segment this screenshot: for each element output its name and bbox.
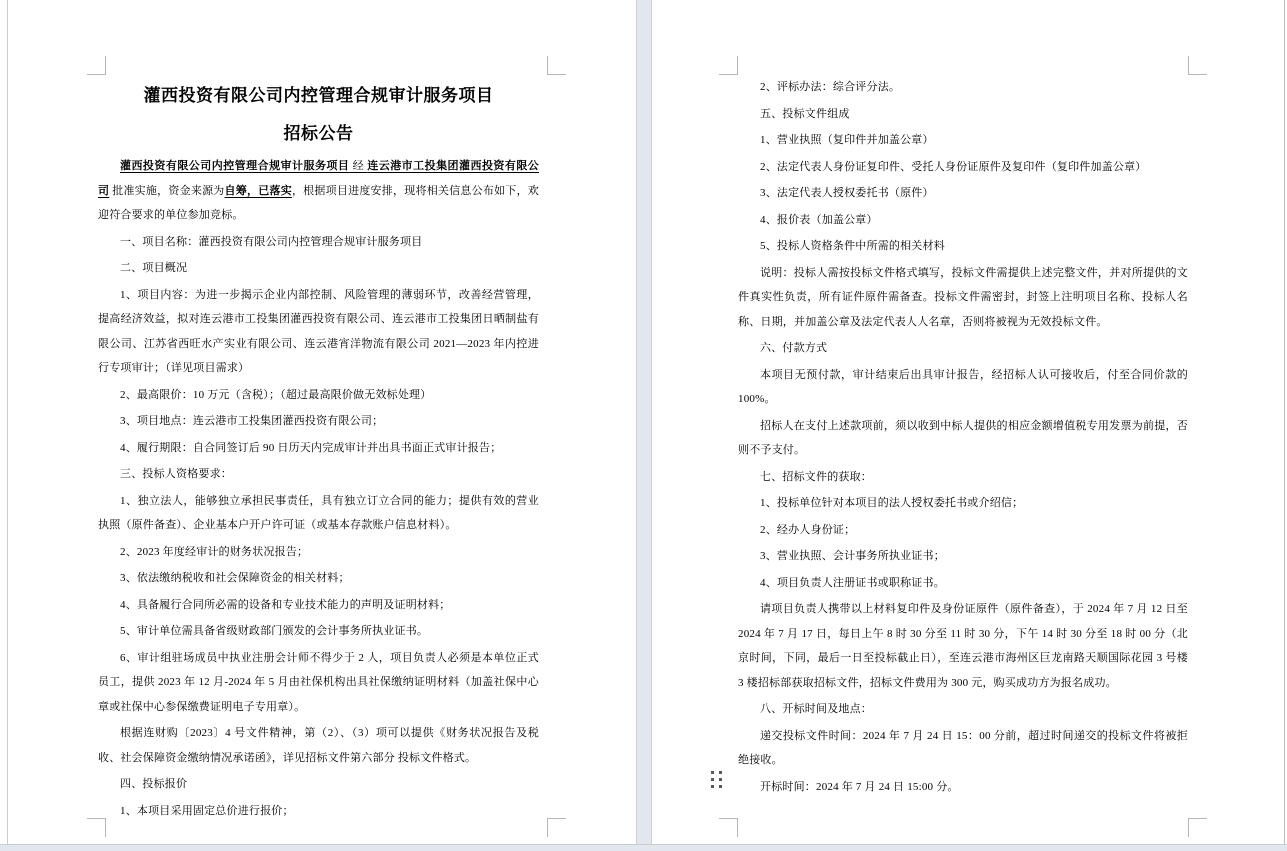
text-run: 6、审计组驻场成员中执业注册会计师不得少于 2 人，项目负责人必须是本单位正式员工，提供 2023 年 12 月-2024 年 5 月由社保机构出具社保缴纳证明材料（加盖社保中心章或社保中心参保缴费证明电子专用章）。 [98,651,539,713]
paragraph[interactable] [98,256,539,281]
crop-mark-bottom-right [1188,818,1207,837]
paragraph[interactable] [98,772,539,797]
text-run: 二、项目概况 [120,262,188,274]
window-edge-line-right [1284,0,1285,845]
paragraph[interactable] [738,597,1188,695]
page-2-content[interactable] [738,75,1188,799]
page-1-content[interactable] [98,75,539,823]
text-run: 六、付款方式 [760,342,828,354]
text-run: 本项目无预付款，审计结束后出具审计报告，经招标人认可接收后，付至合同价款的 100%。 [738,368,1188,405]
paragraph[interactable] [738,491,1188,516]
text-run: 1、项目内容：为进一步揭示企业内部控制、风险管理的薄弱环节，改善经营管理，提高经济效益，拟对连云港市工投集团灌西投资有限公司、连云港市工投集团日晒制盐有限公司、江苏省西旺水产实业有限公司、连云港宵洋物流有限公司 2021—2023 年内控进行专项审计；（详见项目需求） [98,288,539,374]
paragraph[interactable] [98,593,539,618]
text-run: 五、投标文件组成 [760,107,850,120]
text-run: 5、审计单位需具备省级财政部门颁发的会计事务所执业证书。 [120,625,429,637]
paragraph[interactable] [98,436,539,461]
canvas-bottom-strip [0,844,1287,851]
text-run: 说明：投标人需按投标文件格式填写，投标文件需提供上述完整文件，并对所提供的文件真实性负责，所有证件原件需备查。投标文件需密封，封签上注明项目名称、投标人名称、日期，并加盖公章及法定代表人人名章，否则将被视为无效投标文件。 [738,266,1188,328]
text-run: 四、投标报价 [120,778,188,790]
paragraph[interactable] [98,540,539,565]
doc-title-line-2[interactable] [98,121,539,147]
paragraph[interactable] [738,414,1188,463]
paragraph[interactable] [738,208,1188,233]
doc-title-line-1[interactable] [98,83,539,109]
text-run: 4、项目负责人注册证书或职称证书。 [760,576,945,589]
text-run: 七、招标文件的获取： [760,470,872,483]
paragraph[interactable] [98,283,539,381]
text-run: ，根据项目进度安排，现将相关信息公布如下，欢迎符合要求的单位参加竞标。 [98,184,540,221]
text-run: 2、经办人身份证； [760,523,856,536]
paragraph[interactable] [98,462,539,487]
paragraph[interactable] [738,465,1188,490]
crop-mark-bottom-left [719,818,738,837]
text-run: 三、投标人资格要求： [120,468,232,480]
paragraph[interactable] [738,75,1188,100]
paragraph[interactable] [738,181,1188,206]
text-run: 3、依法缴纳税收和社会保障资金的相关材料； [120,572,350,584]
paragraph[interactable] [738,234,1188,259]
crop-mark-top-left [719,56,738,75]
text-run: 1、营业执照（复印件并加盖公章） [760,134,934,146]
paragraph[interactable] [98,383,539,408]
paragraph-drag-handle-icon[interactable] [711,771,723,789]
text-run: 根据连财购〔2023〕4 号文件精神，第（2）、（3）项可以提供《财务状况报告及税收、社会保障资金缴纳情况承诺函》，详见招标文件第六部分 投标文件格式。 [98,727,539,764]
paragraph[interactable] [98,489,539,538]
text-run: 灌西投资有限公司内控管理合规审计服务项目 [120,160,350,172]
text-run: 1、本项目采用固定总价进行报价； [120,804,294,817]
text-run: 5、投标人资格条件中所需的相关材料 [760,240,945,252]
crop-mark-top-left [87,56,106,75]
crop-mark-top-right [1188,56,1207,75]
crop-mark-top-right [547,56,566,75]
text-run: 4、履行期限：自合同签订后 90 日历天内完成审计并出具书面正式审计报告； [120,441,502,454]
text-run: 2、法定代表人身份证复印件、受托人身份证原件及复印件（复印件加盖公章） [760,160,1147,173]
text-run: 一、项目名称：灌西投资有限公司内控管理合规审计服务项目 [120,235,423,248]
page-1[interactable] [8,0,636,845]
page-2[interactable] [652,0,1284,845]
text-run: 2、2023 年度经审计的财务状况报告； [120,545,309,558]
text-run: 4、报价表（加盖公章） [760,213,878,226]
text-run: 递交投标文件时间：2024 年 7 月 24 日 15：00 分前，超过时间递交的投标文件将被拒绝接收。 [738,729,1188,766]
text-run: 3、法定代表人授权委托书（原件） [760,187,934,199]
text-run: 八、开标时间及地点： [760,703,872,715]
text-run: 自筹，已落实 [224,184,292,197]
paragraph[interactable] [738,544,1188,569]
text-run: 灌西投资有限公司内控管理合规审计服务项目 [143,86,494,105]
text-run: 1、独立法人，能够独立承担民事责任，具有独立订立合同的能力；提供有效的营业执照（原件备查）、企业基本户开户许可证（或基本存款账户信息材料）。 [98,494,539,531]
paragraph[interactable] [738,724,1188,773]
paragraph[interactable] [738,128,1188,153]
intro-paragraph[interactable] [98,154,539,228]
text-run: 招标人在支付上述款项前，须以收到中标人提供的相应金额增值税专用发票为前提，否则不予支付。 [738,419,1188,456]
text-run: 2、最高限价：10 万元（含税）；（超过最高限价做无效标处理） [120,388,432,401]
crop-mark-bottom-right [547,818,566,837]
paragraph[interactable] [738,336,1188,361]
paragraph[interactable] [738,261,1188,335]
text-run: 招标公告 [283,124,354,143]
text-run: 2、评标办法：综合评分法。 [760,81,901,93]
paragraph[interactable] [738,363,1188,412]
paragraph[interactable] [98,646,539,720]
paragraph[interactable] [98,230,539,255]
page-gap [636,0,652,845]
text-run: 3、营业执照、会计事务所执业证书； [760,550,945,562]
paragraph[interactable] [738,571,1188,596]
text-run: 开标时间：2024 年 7 月 24 日 15:00 分。 [760,780,959,793]
paragraph[interactable] [98,566,539,591]
drag-dots [711,771,714,774]
paragraph[interactable] [738,155,1188,180]
paragraph[interactable] [738,697,1188,722]
text-run: 经 [349,160,368,172]
text-run: 3、项目地点：连云港市工投集团灌西投资有限公司； [120,415,384,427]
text-run: 批准实施，资金来源为 [109,184,225,197]
paragraph[interactable] [98,799,539,824]
window-edge-line-left [7,0,8,845]
paragraph[interactable] [738,518,1188,543]
text-run: 1、投标单位针对本项目的法人授权委托书或介绍信； [760,497,1024,509]
text-run: 请项目负责人携带以上材料复印件及身份证原件（原件备查），于 2024 年 7 月 12 日至 2024 年 7 月 17 日，每日上午 8 时 30 分至 11 时 30 分，下午 14 时 30 分至 18 时 00 分（北京时间，下同，最后一日至投标截止日），至连云港市海州区巨龙南路天顺国际花园 3 号楼 3 楼招标部获取招标文件，招标文件费用为 300 元，购买成功方为报名成功。 [738,603,1188,689]
paragraph[interactable] [98,619,539,644]
paragraph[interactable] [98,409,539,434]
text-run: 4、具备履行合同所必需的设备和专业技术能力的声明及证明材料； [120,598,451,611]
paragraph[interactable] [98,721,539,770]
paragraph[interactable] [738,102,1188,127]
paragraph[interactable] [738,775,1188,800]
text-run: 连云港市工投集团灌西投资有限公司 [98,160,540,197]
